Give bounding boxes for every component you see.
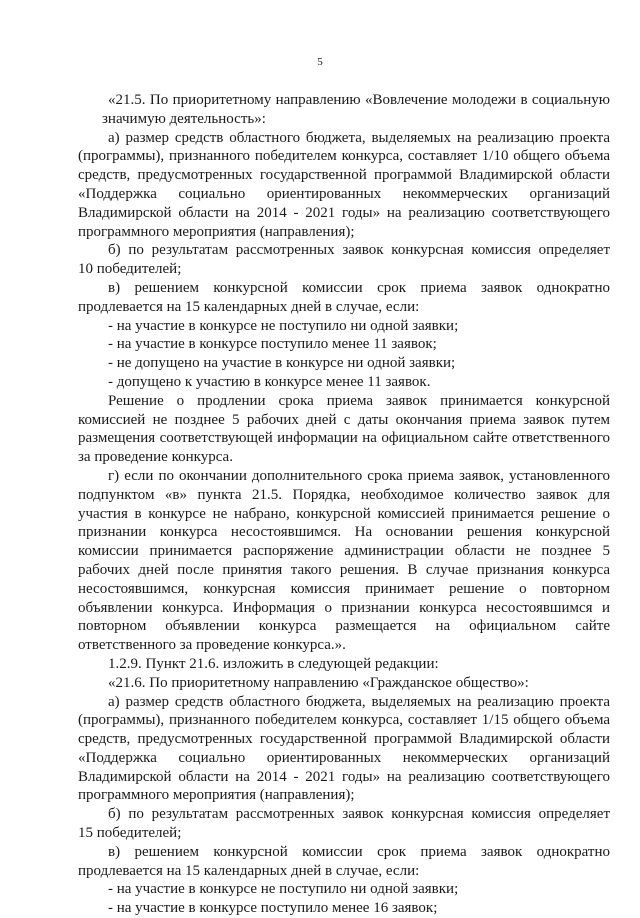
text-line: объявлении конкурса. Информация о признании конкурса несостоявшимся и <box>78 599 610 616</box>
text-line: - допущено к участию в конкурсе менее 11 заявок. <box>108 373 431 390</box>
text-line: средств, предусмотренных государственной программой Владимирской области <box>78 167 610 184</box>
text-line: комиссии принимается распоряжение администрации области не позднее 5 <box>78 543 610 560</box>
text-line: - на участие в конкурсе не поступило ни одной заявки; <box>108 317 459 334</box>
text-line: несостоявшимся, конкурсная комиссия принимает решение о повторном <box>78 580 610 597</box>
text-line: продлевается на 15 календарных дней в случае, если: <box>78 862 420 879</box>
text-line: признании конкурса несостоявшимся. На основании решения конкурсной <box>78 524 610 541</box>
text-line: 1.2.9. Пункт 21.6. изложить в следующей редакции: <box>108 655 439 672</box>
text-line: (программы), признанного победителем конкурса, составляет 1/15 общего объема <box>78 712 610 729</box>
text-line: а) размер средств областного бюджета, выделяемых на реализацию проекта <box>108 693 610 710</box>
text-line: а) размер средств областного бюджета, выделяемых на реализацию проекта <box>108 129 610 146</box>
text-line: комиссией не позднее 5 рабочих дней с даты окончания приема заявок путем <box>78 411 610 428</box>
text-line: «Поддержка социально ориентированных некоммерческих организаций <box>78 749 610 766</box>
text-line: за проведение конкурса. <box>78 449 233 466</box>
text-line: продлевается на 15 календарных дней в случае, если: <box>78 298 420 315</box>
text-line: «21.5. По приоритетному направлению «Вовлечение молодежи в социальную <box>108 92 610 108</box>
text-line: подпунктом «в» пункта 21.5. Порядка, необходимое количество заявок для <box>78 486 610 503</box>
page-number: 5 <box>317 56 323 68</box>
text-line: размещения соответствующей информации на официальном сайте ответственного <box>78 430 610 447</box>
text-line: программного мероприятия (направления); <box>78 787 355 804</box>
text-line: рабочих дней после принятия такого решения. В случае признания конкурса <box>78 561 610 578</box>
text-line: Решение о продлении срока приема заявок принимается конкурсной <box>108 392 610 409</box>
text-line: 15 победителей; <box>78 825 182 842</box>
text-line: б) по результатам рассмотренных заявок конкурсная комиссия определяет <box>108 242 610 259</box>
text-line: 10 победителей; <box>78 261 182 278</box>
text-line: «21.6. По приоритетному направлению «Гражданское общество»: <box>108 674 529 691</box>
text-line: Владимирской области на 2014 - 2021 годы» на реализацию соответствующего <box>78 204 610 221</box>
text-line: - на участие в конкурсе не поступило ни одной заявки; <box>108 881 459 898</box>
text-line: Владимирской области на 2014 - 2021 годы» на реализацию соответствующего <box>78 768 610 785</box>
document-body <box>78 91 610 918</box>
text-line: ответственного за проведение конкурса.». <box>78 637 346 654</box>
text-line: программного мероприятия (направления); <box>78 223 355 240</box>
text-line: в) решением конкурсной комиссии срок приема заявок однократно <box>108 843 610 860</box>
text-line: повторном объявлении конкурса размещается на официальном сайте <box>78 618 610 635</box>
text-line: средств, предусмотренных государственной программой Владимирской области <box>78 731 610 748</box>
text-line: г) если по окончании дополнительного срока приема заявок, установленного <box>108 467 610 484</box>
text-line: - не допущено на участие в конкурсе ни одной заявки; <box>108 355 456 372</box>
text-line: «Поддержка социально ориентированных некоммерческих организаций <box>78 185 610 202</box>
text-line: значимую деятельность»: <box>102 110 266 127</box>
text-line: - на участие в конкурсе поступило менее 16 заявок; <box>108 900 438 917</box>
text-line: (программы), признанного победителем конкурса, составляет 1/10 общего объема <box>78 148 610 165</box>
text-line: - на участие в конкурсе поступило менее 11 заявок; <box>108 336 437 353</box>
text-line: в) решением конкурсной комиссии срок приема заявок однократно <box>108 279 610 296</box>
text-line: б) по результатам рассмотренных заявок конкурсная комиссия определяет <box>108 806 610 823</box>
text-line: участия в конкурсе не набрано, конкурсной комиссией принимается решение о <box>78 505 610 522</box>
